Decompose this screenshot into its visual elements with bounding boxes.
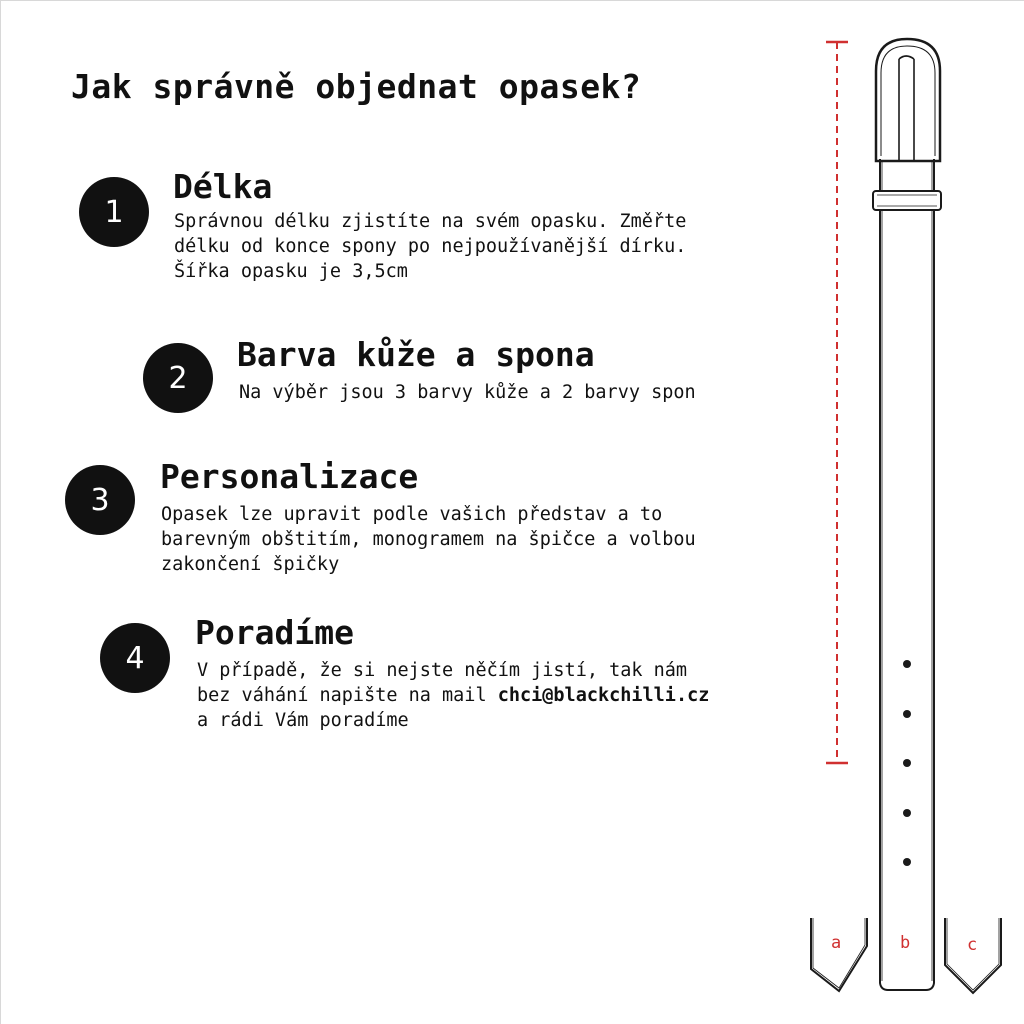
- step-number-badge: 2: [143, 343, 213, 413]
- description-line: barevným obštitím, monogramem na špičce a volbou: [161, 529, 696, 550]
- step-description: [197, 658, 709, 733]
- tip-label-a: a: [831, 933, 842, 953]
- belt-tip-a: [811, 918, 867, 991]
- tip-label-c: c: [967, 935, 978, 955]
- step-number-badge: 1: [79, 177, 149, 247]
- belt-hole: [903, 759, 911, 767]
- description-line: V případě, že si nejste něčím jistí, tak nám: [197, 660, 688, 681]
- description-line: a rádi Vám poradíme: [197, 710, 409, 731]
- tip-label-b: b: [900, 933, 911, 953]
- length-measure-line: [826, 42, 848, 763]
- belt-tip-c: [945, 918, 1001, 993]
- page-title: Jak správně objednat opasek?: [71, 67, 642, 106]
- step-description: [174, 209, 686, 284]
- step-description: [161, 502, 696, 577]
- description-line: Správnou délku zjistíte na svém opasku. Změřte: [174, 211, 687, 232]
- belt-keeper-loop: [873, 191, 941, 210]
- description-line: Na výběr jsou 3 barvy kůže a 2 barvy spon: [239, 382, 696, 403]
- step-heading: Délka: [173, 167, 273, 206]
- belt-hole: [903, 660, 911, 668]
- belt-holes: [903, 660, 911, 866]
- belt-strap: [880, 159, 934, 990]
- description-line: Šířka opasku je 3,5cm: [174, 261, 408, 282]
- step-number-badge: 4: [100, 623, 170, 693]
- step-heading: Barva kůže a spona: [237, 335, 595, 374]
- description-line: Opasek lze upravit podle vašich představ a to: [161, 504, 663, 525]
- step-heading: Poradíme: [195, 613, 354, 652]
- buckle-icon: [876, 39, 940, 161]
- description-text: bez váhání napište na mail: [197, 685, 498, 706]
- description-line: [197, 683, 709, 708]
- contact-email-link[interactable]: chci@blackchilli.cz: [497, 685, 710, 706]
- step-number-badge: 3: [65, 465, 135, 535]
- step-description: [239, 380, 696, 405]
- step-heading: Personalizace: [160, 457, 419, 496]
- description-line: délku od konce spony po nejpoužívanější dírku.: [174, 236, 687, 257]
- belt-hole: [903, 710, 911, 718]
- belt-hole: [903, 809, 911, 817]
- description-line: zakončení špičky: [161, 554, 340, 575]
- belt-hole: [903, 858, 911, 866]
